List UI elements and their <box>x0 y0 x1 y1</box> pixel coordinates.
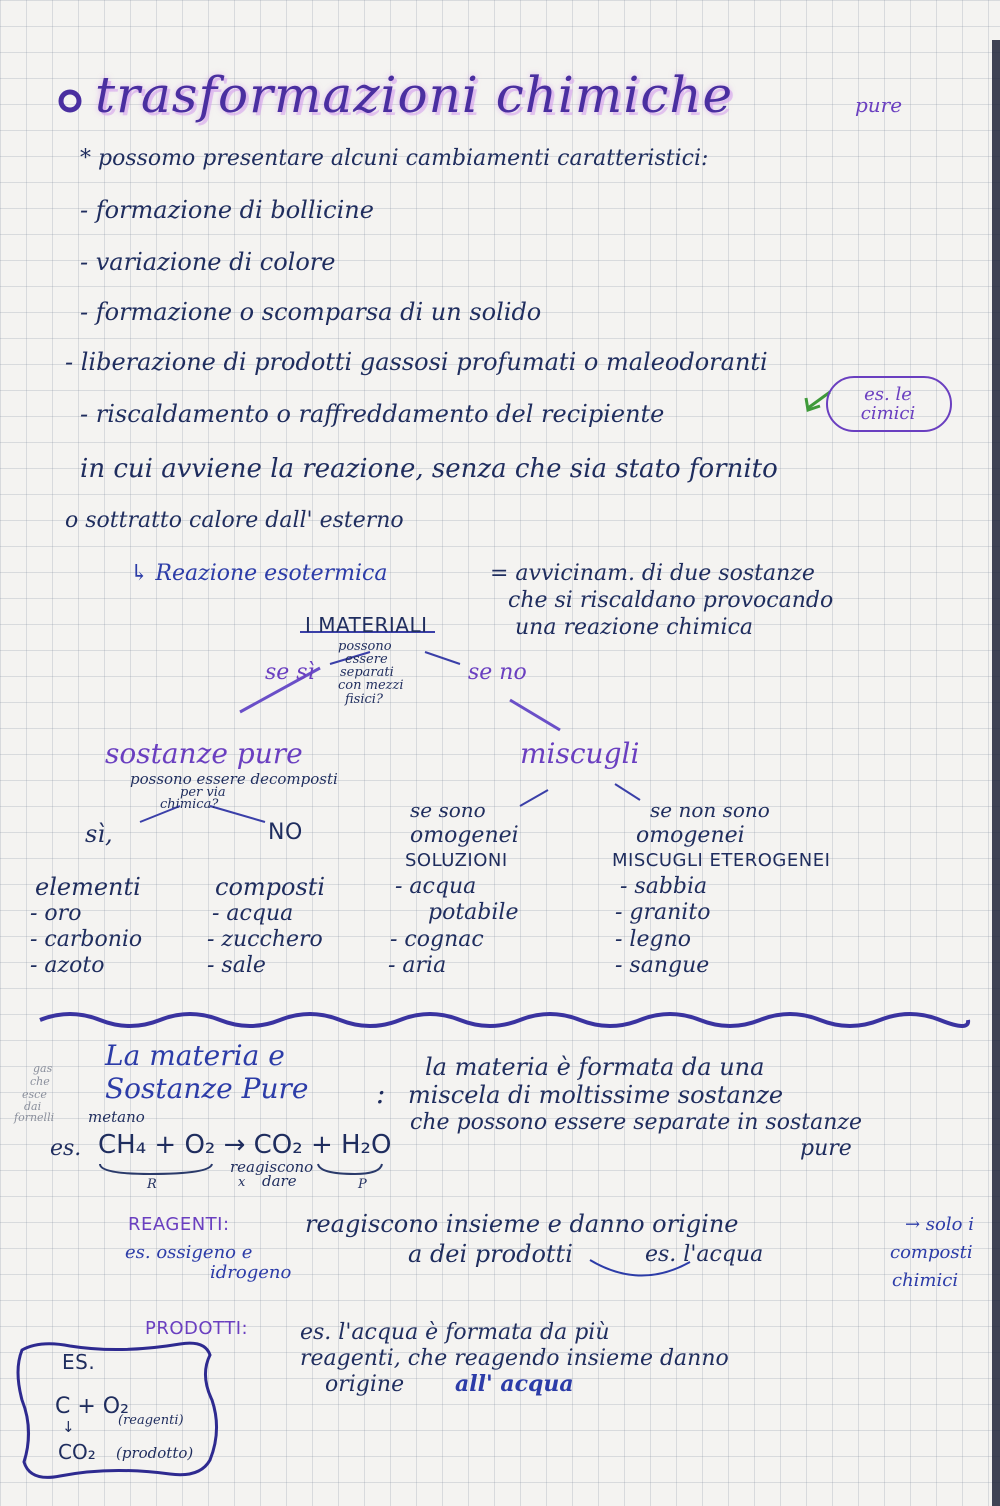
tree-question: con mezzi <box>338 678 404 693</box>
brace-products <box>318 1164 382 1174</box>
reagents-note: → solo i <box>905 1214 974 1235</box>
example-box-product: (prodotto) <box>116 1444 194 1462</box>
matter-definition: miscela di moltissime sostanze <box>408 1081 784 1109</box>
matter-definition: pure <box>800 1136 852 1161</box>
title-suffix: pure <box>855 93 903 117</box>
products-text: reagenti, che reagendo insieme danno <box>300 1346 729 1371</box>
solution-item: potabile <box>428 900 519 925</box>
tree-root: I MATERIALI <box>305 613 428 637</box>
page-title: trasformazioni chimiche <box>95 66 734 124</box>
heterogeneous-item: - sabbia <box>620 874 708 899</box>
reagents-example: es. ossigeno e <box>125 1242 253 1263</box>
reagents-text: a dei prodotti <box>408 1240 573 1268</box>
example-box-reaction: C + O₂ <box>55 1394 129 1419</box>
tree-line-q-right <box>425 652 460 664</box>
continuation-line: in cui avviene la reazione, senza che sia stato fornito <box>80 454 778 484</box>
example-box-title: ES. <box>62 1350 96 1374</box>
products-label: PRODOTTI: <box>145 1318 249 1339</box>
products-text: es. l'acqua è formata da più <box>300 1320 610 1345</box>
side-note: dai <box>24 1100 42 1113</box>
homogeneous-cond: se sono <box>410 798 486 822</box>
products-highlight: all' acqua <box>455 1371 574 1397</box>
reagents-example: idrogeno <box>210 1262 292 1283</box>
equation-r: R <box>147 1177 157 1192</box>
matter-title: Sostanze Pure <box>105 1072 309 1105</box>
solution-item: - cognac <box>390 927 484 952</box>
exothermic-definition: = avvicinam. di due sostanze <box>490 561 815 586</box>
tree-question: possono <box>338 639 392 654</box>
pure-substances-question: chimica? <box>160 797 219 812</box>
pure-substances-question: per via <box>180 785 226 800</box>
tree-yes: se sì <box>265 660 315 685</box>
mixtures-label: miscugli <box>520 737 640 770</box>
solution-item: - acqua <box>395 874 477 899</box>
exothermic-definition: una reazione chimica <box>515 615 754 640</box>
heterogeneous-item: - granito <box>615 900 711 925</box>
change-item: - liberazione di prodotti gassosi profumati o maleodoranti <box>65 348 768 376</box>
side-note: che <box>30 1075 50 1088</box>
equation-p: P <box>358 1177 367 1192</box>
methane-equation: CH₄ + O₂ → CO₂ + H₂O <box>98 1130 392 1160</box>
equation-middle-note: dare <box>262 1172 297 1190</box>
example-box-product-formula: CO₂ <box>58 1440 96 1464</box>
pure-yes: sì, <box>85 820 113 848</box>
title-bullet <box>61 92 79 110</box>
tree-line-no <box>510 700 560 730</box>
compound-item: - zucchero <box>207 927 323 952</box>
wave-divider <box>40 1014 968 1026</box>
pure-no: NO <box>268 820 303 845</box>
tree-question: fisici? <box>345 692 383 707</box>
element-item: - azoto <box>30 953 105 978</box>
side-note: fornelli <box>14 1111 55 1124</box>
exothermic-definition: che si riscaldano provocando <box>508 588 834 613</box>
heterogeneous-item: - sangue <box>615 953 710 978</box>
heterogeneous-cond: omogenei <box>636 823 745 848</box>
element-item: - oro <box>30 901 82 926</box>
example-methane-label: metano <box>88 1108 145 1126</box>
equation-x: x <box>238 1175 246 1190</box>
side-note: gas <box>33 1062 53 1075</box>
continuation-line: o sottratto calore dall' esterno <box>65 508 404 533</box>
pure-substances-question: possono essere decomposti <box>130 770 338 788</box>
solution-item: - aria <box>388 953 447 978</box>
matter-definition: che possono essere separate in sostanze <box>410 1110 862 1135</box>
change-item: - formazione di bollicine <box>80 196 374 224</box>
change-item: - riscaldamento o raffreddamento del recipiente <box>80 400 665 428</box>
exothermic-label: ↳ Reazione esotermica <box>130 561 388 586</box>
compounds-title: composti <box>215 873 326 901</box>
brace-reagents <box>100 1164 212 1174</box>
tree-line-right-homog <box>520 790 548 806</box>
tree-question: essere <box>345 652 388 667</box>
reagents-label: REAGENTI: <box>128 1214 230 1235</box>
tree-line-right-heterog <box>615 784 640 800</box>
matter-colon: : <box>376 1077 386 1110</box>
tree-question: separati <box>340 665 394 680</box>
change-item: - formazione o scomparsa di un solido <box>80 298 542 326</box>
products-text: origine <box>325 1372 405 1397</box>
element-item: - carbonio <box>30 927 143 952</box>
heterogeneous-item: - legno <box>615 927 691 952</box>
note-bubble-text: es. le cimici <box>860 384 916 424</box>
compound-item: - sale <box>207 953 266 978</box>
reagents-water-example: es. l'acqua <box>645 1242 764 1267</box>
change-item: - variazione di colore <box>80 248 336 276</box>
equation-middle-note: reagiscono <box>230 1158 314 1176</box>
matter-title: La materia e <box>105 1039 285 1072</box>
compound-item: - acqua <box>212 901 294 926</box>
reagents-note: composti <box>890 1242 973 1263</box>
elements-title: elementi <box>35 873 141 901</box>
heterogeneous-title: MISCUGLI ETEROGENEI <box>612 850 831 871</box>
tree-no: se no <box>468 660 527 685</box>
heterogeneous-cond: se non sono <box>650 798 770 822</box>
example-box-reagents: (reagenti) <box>118 1413 184 1428</box>
solutions-title: SOLUZIONI <box>405 850 508 871</box>
reagents-text: reagiscono insieme e danno origine <box>305 1210 739 1238</box>
side-note: esce <box>22 1088 47 1101</box>
intro-text: * possomo presentare alcuni cambiamenti caratteristici: <box>80 146 709 171</box>
pure-substances-label: sostanze pure <box>105 737 303 770</box>
arrow-down-icon: ↓ <box>62 1418 75 1436</box>
reagents-note: chimici <box>892 1270 959 1291</box>
homogeneous-cond: omogenei <box>410 823 519 848</box>
example-prefix: es. <box>50 1136 82 1161</box>
matter-definition: la materia è formata da una <box>425 1053 765 1081</box>
